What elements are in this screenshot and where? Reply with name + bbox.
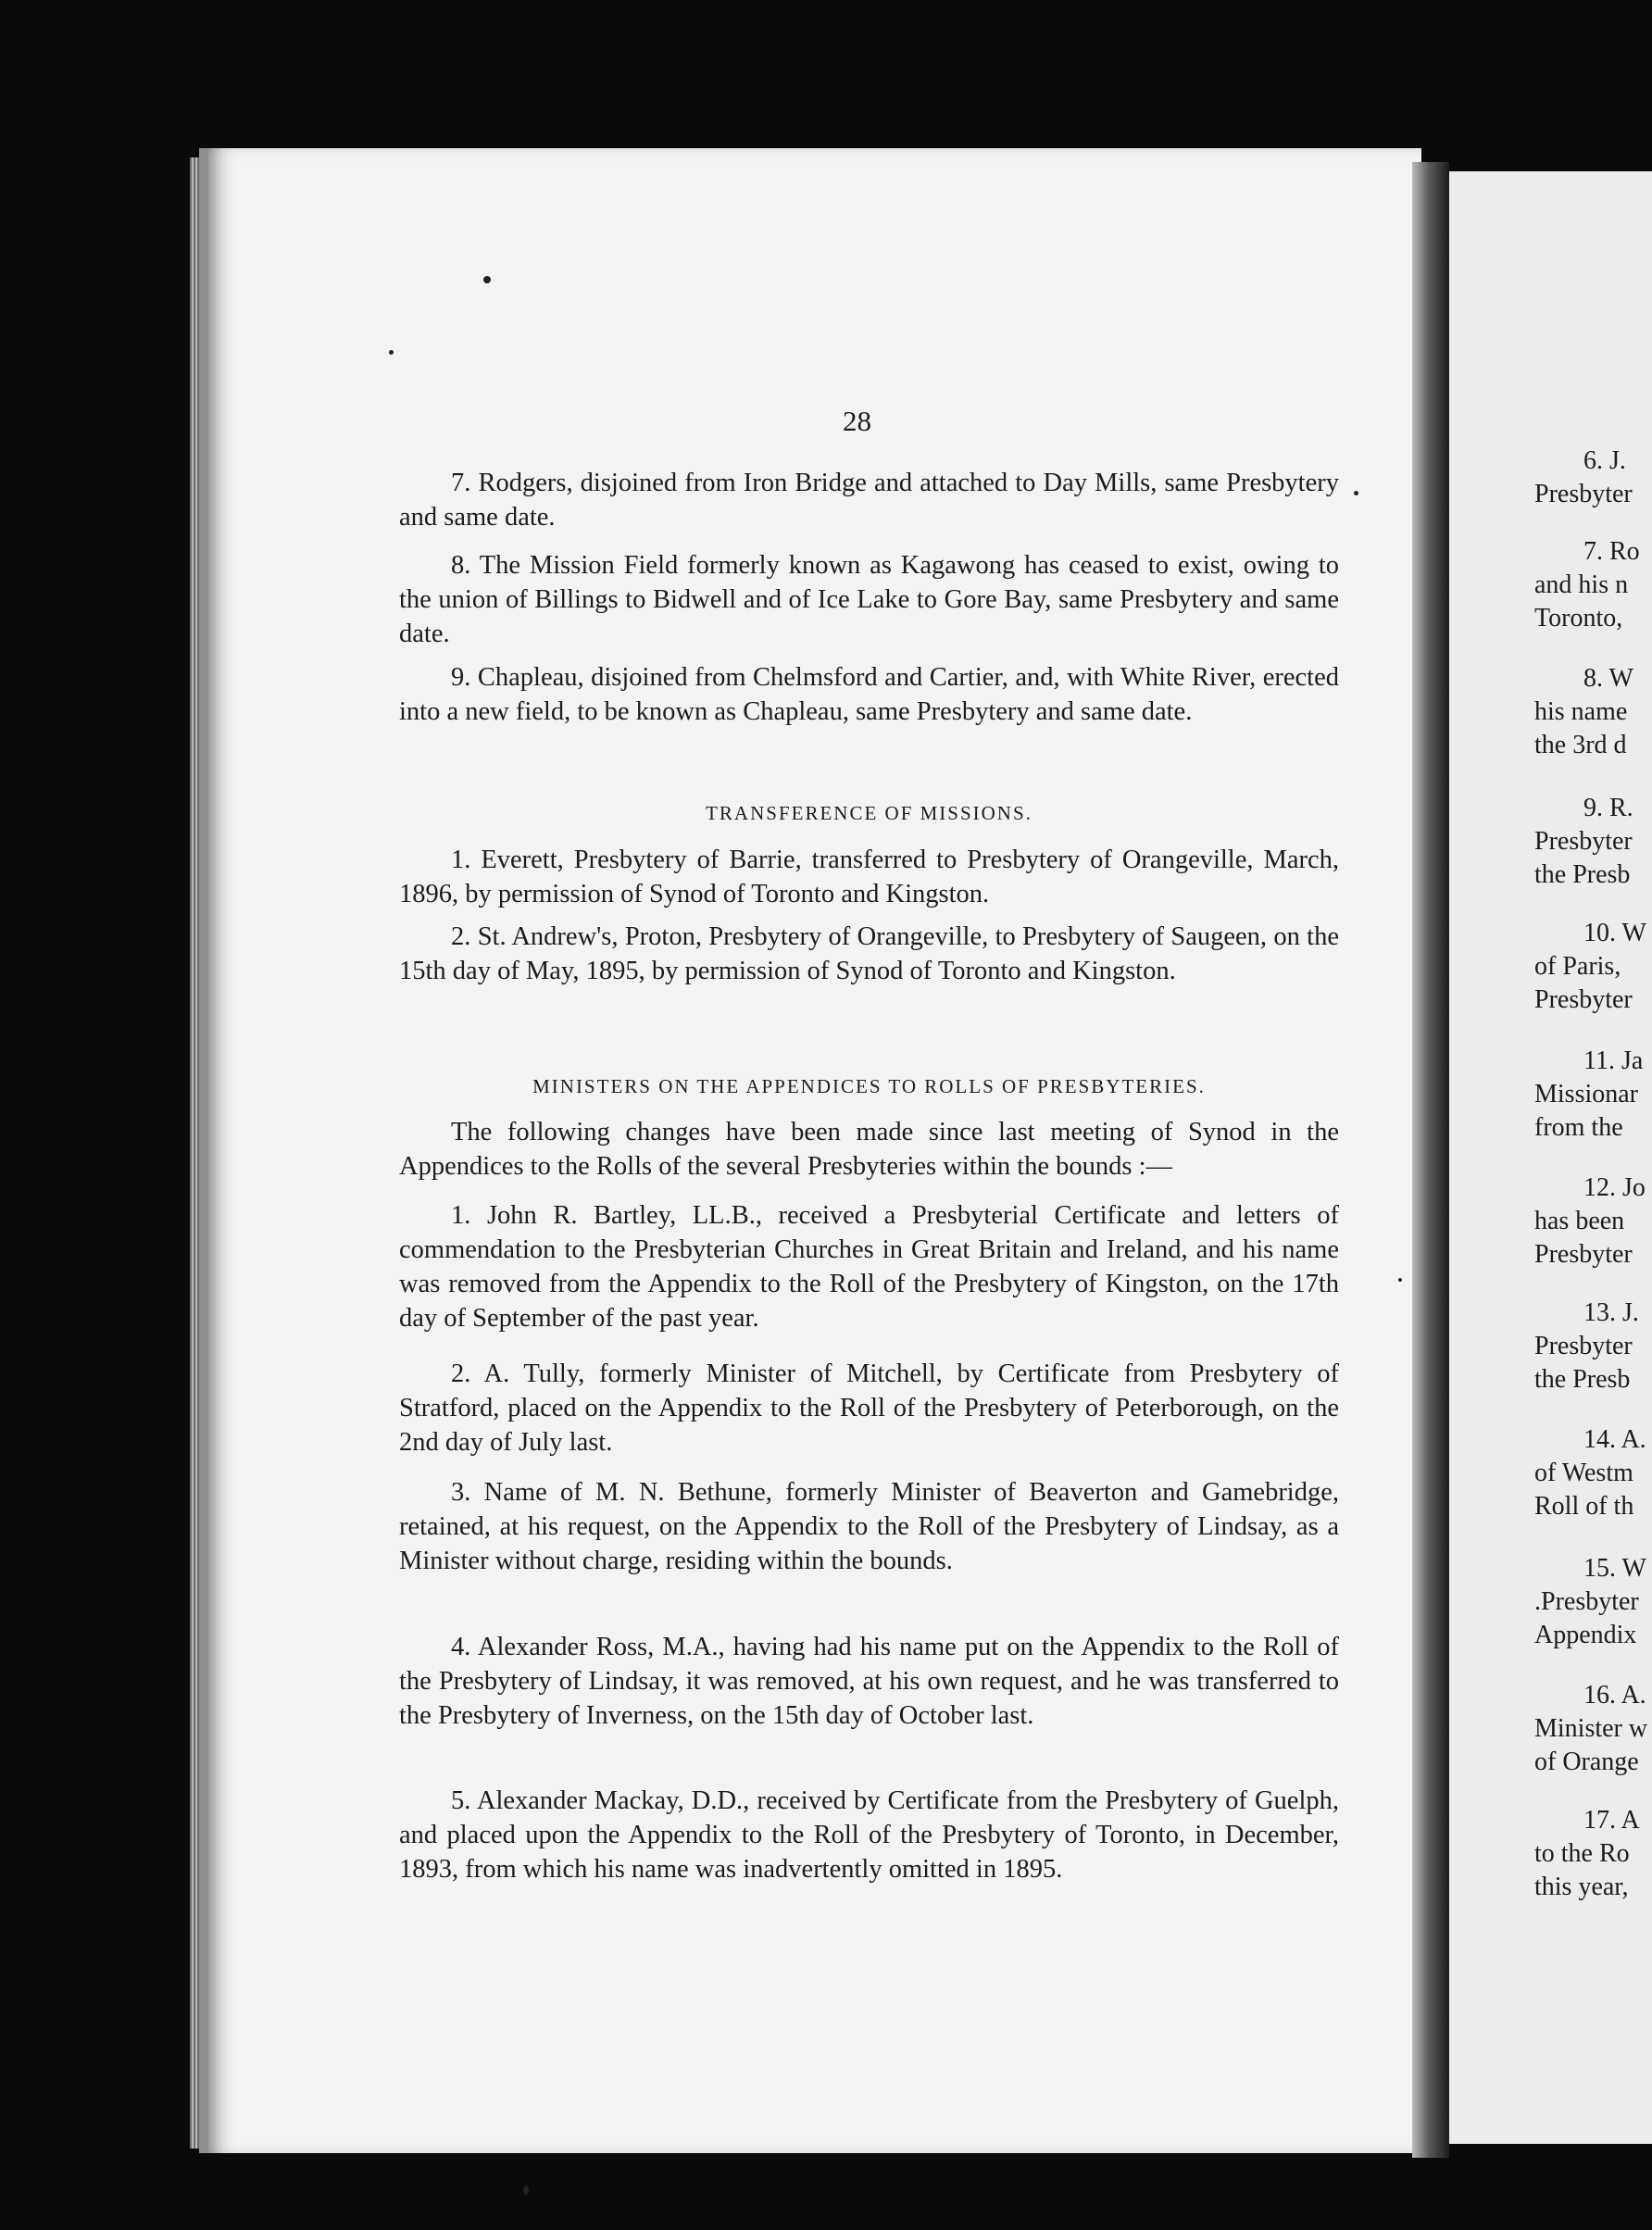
right-page-line: Missionar (1534, 1080, 1638, 1109)
right-page-line: to the Ro (1534, 1839, 1630, 1868)
right-page-line: 16. A. (1583, 1681, 1646, 1710)
right-page-line: Presbyter (1534, 985, 1633, 1014)
minister-entry-4: 4. Alexander Ross, M.A., having had his name put on the Appendix to the Roll of the Presbytery of Lindsay, it was removed, at his own request, and he was transferred to the Presbytery of Inverness, on the 15th day of October last. (399, 1633, 1339, 1730)
right-page-line: Presbyter (1534, 1332, 1633, 1360)
right-page-line: this year, (1534, 1873, 1629, 1901)
right-page-line: Appendix (1534, 1621, 1637, 1649)
right-page-line: 15. W (1583, 1554, 1646, 1583)
ink-speck (389, 350, 394, 355)
transference-entry-2: 2. St. Andrew's, Proton, Presbytery of Orangeville, to Presbytery of Saugeen, on the 15th day of May, 1895, by permission of Synod of Toronto and Kingston. (399, 922, 1339, 985)
right-page-line: of Paris, (1534, 952, 1621, 981)
right-page-line: 9. R. (1583, 794, 1633, 822)
minister-entry-3: 3. Name of M. N. Bethune, formerly Minister of Beaverton and Gamebridge, retained, at his request, on the Appendix to the Roll of the Presbytery of Lindsay, as a Minister without charge, residing within the bounds. (399, 1478, 1339, 1575)
entry-7: 7. Rodgers, disjoined from Iron Bridge and attached to Day Mills, same Presbytery and same date. (399, 469, 1339, 532)
entry-8: 8. The Mission Field formerly known as Kagawong has ceased to exist, owing to the union of Billings to Bidwell and of Ice Lake to Gore Bay, same Presbytery and same date. (399, 551, 1339, 648)
right-page-line: from the (1534, 1113, 1623, 1142)
right-page-line: has been (1534, 1207, 1625, 1235)
right-page-line: 10. W (1583, 919, 1646, 947)
right-page-line: the Presb (1534, 860, 1631, 889)
right-page-line: 6. J. (1583, 446, 1626, 475)
right-page-line: the 3rd d (1534, 731, 1627, 759)
right-page-line: 17. A (1583, 1806, 1640, 1835)
right-page-line: Presbyter (1534, 480, 1633, 508)
minister-entry-1: 1. John R. Bartley, LL.B., received a Presbyterial Certificate and letters of commendation to the Presbyterian Churches in Great Britain and Ireland, and his name was removed from the Appendix to the Roll of the Presbytery of Kingston, on the 17th day of September of the past year. (399, 1201, 1339, 1333)
right-page-line: the Presb (1534, 1365, 1631, 1394)
ink-speck (523, 2186, 529, 2195)
right-page-line: Presbyter (1534, 827, 1633, 856)
right-page-line: 13. J. (1583, 1298, 1639, 1327)
transference-heading: TRANSFERENCE OF MISSIONS. (706, 802, 1032, 824)
transference-entry-1: 1. Everett, Presbytery of Barrie, transferred to Presbytery of Orangeville, March, 1896, by permission of Synod of Toronto and Kingston. (399, 846, 1339, 908)
right-page-line: Toronto, (1534, 604, 1623, 633)
right-page-line: of Orange (1534, 1748, 1639, 1776)
right-page-line: .Presbyter (1534, 1587, 1639, 1616)
right-page-line: of Westm (1534, 1459, 1633, 1487)
page-number: 28 (843, 405, 871, 437)
right-page-line: his name (1534, 697, 1628, 726)
ink-speck (1398, 1278, 1402, 1282)
right-page-line: Minister w (1534, 1714, 1648, 1743)
right-page-line: 8. W (1583, 664, 1633, 693)
minister-entry-2: 2. A. Tully, formerly Minister of Mitchell, by Certificate from Presbytery of Stratford, placed on the Appendix to the Roll of the Presbytery of Peterborough, on the 2nd day of July last. (399, 1359, 1339, 1457)
ministers-intro: The following changes have been made since last meeting of Synod in the Appendices to the Rolls of the several Presbyteries within the bounds :— (399, 1118, 1339, 1181)
ink-speck (483, 276, 491, 283)
right-page-line: 11. Ja (1583, 1046, 1644, 1075)
ink-speck (1354, 491, 1358, 495)
minister-entry-5: 5. Alexander Mackay, D.D., received by Certificate from the Presbytery of Guelph, and placed upon the Appendix to the Roll of the Presbytery of Toronto, in December, 1893, from which his name was inadvertently omitted in 1895. (399, 1786, 1339, 1884)
right-page-line: Roll of th (1534, 1492, 1634, 1521)
right-page-line: Presbyter (1534, 1240, 1633, 1269)
right-page-line: and his n (1534, 570, 1629, 599)
book-gutter (1412, 162, 1449, 2158)
right-page-line: 12. Jo (1583, 1173, 1646, 1202)
ministers-heading: MINISTERS ON THE APPENDICES TO ROLLS OF PRESBYTERIES. (532, 1075, 1206, 1097)
right-page-line: 7. Ro (1583, 537, 1640, 566)
entry-9: 9. Chapleau, disjoined from Chelmsford and Cartier, and, with White River, erected into a new field, to be known as Chapleau, same Presbytery and same date. (399, 663, 1339, 726)
right-page-line: 14. A. (1583, 1425, 1646, 1454)
